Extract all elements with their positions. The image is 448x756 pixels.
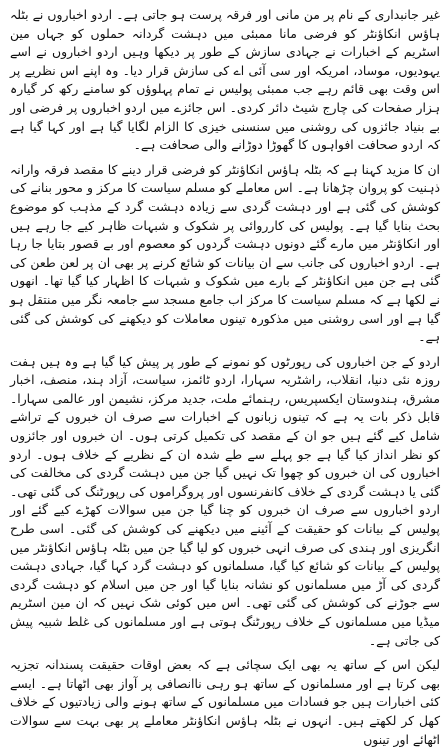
paragraph-3: اردو کے جن اخباروں کی رپورٹوں کو نمونے کے طور پر پیش کیا گیا ہے وہ ہیں ہفت روزہ نئی دنیا، انقلاب، راشٹریہ سہارا، اردو ٹائمز، سیاست، آزاد ہند، منصف، اخبار مشرق، ہندوستان ایکسپریس، رہنمائے ملت، جدید مرکز، نشیمن اور عالمی سہارا۔ قابل ذکر بات یہ ہے کہ تینوں زبانوں کے اخبارات سے صرف ان خبروں کے تراشے شامل کیے گئے ہیں جو ان کے مقصد کی تکمیل کرتی ہوں۔ ان خبروں اور جائزوں کو نظر انداز کیا گیا ہے جو پہلے سے طے شدہ ان کے نظریے کے خلاف ہوں۔ اردو اخباروں کی ان خبروں کو چھوا تک نہیں گیا جن میں دہشت گردی کی مخالفت کی گئی یا دہشت گردی کے خلاف کانفرنسوں اور پروگراموں کی رپورٹنگ کی گئی تھی۔ اردو اخباروں سے صرف ان خبروں کو چنا گیا جن میں سوالات کھڑے کیے گئے اور پولیس کے بیانات کو حقیقت کے آئینے میں دیکھنے کی کوشش کی گئی۔ اسی طرح انگریزی اور ہندی کی صرف انہی خبروں کو لیا گیا جن میں بٹلہ ہاؤس انکاؤنٹر میں پولیس کے بیانات کو شائع کیا گیا، مسلمانوں کو دہشت گرد کہا گیا، جہادی دہشت گردی کی آڑ میں مسلمانوں کو نشانہ بنایا گیا اور جن میں اسلام کو دہشت گردی سے جوڑنے کی کوشش کی گئی تھی۔ اس میں کوئی شک نہیں کہ ان مین اسٹریم میڈیا میں مسلمانوں کے خلاف رپورٹنگ ہوتی ہے اور مسلمانوں کی غلط شبیہ پیش کی جاتی ہے۔: [10, 353, 440, 648]
paragraph-4: لیکن اس کے ساتھ یہ بھی ایک سچائی ہے کہ بعض اوقات حقیقت پسندانہ تجزیہ بھی کرتا ہے اور مسلمانوں کے ساتھ ہو رہی ناانصافی پر آواز بھی اٹھاتا ہے۔ ایسے کئی اخبارات ہیں جو فسادات میں مسلمانوں کے ساتھ ہونے والی زیادتیوں کے خلاف کھل کر لکھتے ہیں۔ انہوں نے بٹلہ ہاؤس انکاؤنٹر معاملے پر بھی بہت سے سوالات اٹھائے اور تینوں: [10, 657, 440, 747]
paragraph-2: ان کا مزید کہنا ہے کہ بٹلہ ہاؤس انکاؤنٹر کو فرضی قرار دینے کا مقصد فرقہ وارانہ ذہنیت کو پروان چڑھانا ہے۔ اس معاملے کو مسلم سیاست کا مرکز و محور بنانے کی کوشش کی گئی ہے اور دہشت گردی سے زیادہ دہشت گرد کے مذہب کو موضوع بحث بنایا گیا ہے۔ پولیس کی کارروائی پر شکوک و شبہات ظاہر کیے جا رہے ہیں اور انکاؤنٹر میں مارے گئے دونوں دہشت گردوں کو معصوم اور بے قصور بتایا جا رہا ہے۔ اردو اخباروں کی جانب سے ان بیانات کو شائع کرنے پر بھی ان پر لعن طعن کی گئی ہے جن میں انکاؤنٹر کے بارے میں شکوک و شبہات کا اظہار کیا گیا تھا۔ انھوں نے لکھا ہے کہ مسلم سیاست کا مرکز اب جامع مسجد سے جامعہ نگر میں منتقل ہو گیا ہے اور اسی روشنی میں مذکورہ تینوں معاملات کو دیکھنے کی کوشش کی گئی ہے۔: [10, 161, 440, 345]
paragraph-1: غیر جانبداری کے نام پر من مانی اور فرقہ پرست ہو جاتی ہے۔ اردو اخباروں نے بٹلہ ہاؤس انکاؤنٹر کو فرضی مانا ممبئی میں دہشت گردانہ حملوں کو جہاں مین اسٹریم کے اخبارات نے جہادی سازش کے طور پر دیکھا وہیں اردو اخباروں نے اسے یہودیوں، موساد، امریکہ اور سی آئی اے کی سازش قرار دیا۔ وہ اپنے اس نظریے پر اس وقت بھی قائم رہے جب ممبئی پولیس نے تمام پہلوؤں کو سامنے رکھ کر گیارہ ہزار صفحات کی چارج شیٹ دائر کردی۔ اس جائزے میں اردو اخباروں پر فرضی اور بے بنیاد جائزوں کی روشنی میں سنسنی خیزی کا الزام لگایا گیا ہے اور کہا گیا ہے کہ اردو صحافت افواہوں کا گھوڑا دوڑانے والی صحافت ہے۔: [10, 7, 440, 153]
